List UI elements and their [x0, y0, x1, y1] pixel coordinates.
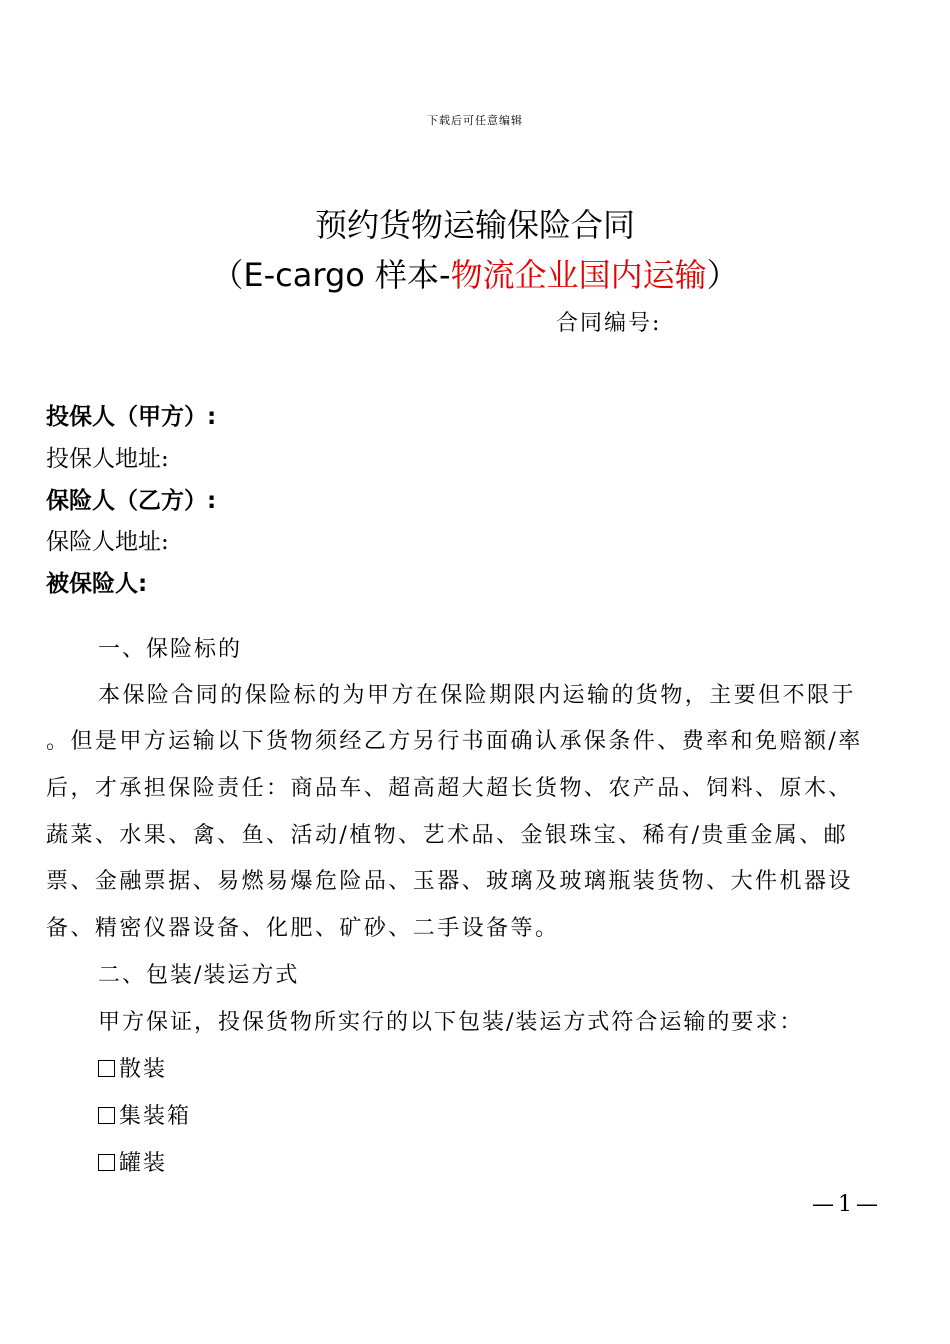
- contract-number-label: 合同编号:: [556, 311, 662, 336]
- packing-option-label: 散装: [119, 1057, 168, 1082]
- packing-option-label: 罐装: [119, 1151, 168, 1176]
- section1-line: 蔬菜、水果、禽、鱼、活动/植物、艺术品、金银珠宝、稀有/贵重金属、邮: [46, 823, 849, 848]
- header-note: 下载后可任意编辑: [427, 114, 523, 127]
- packing-option[interactable]: [98, 1146, 167, 1177]
- subtitle-prefix: （E-cargo 样本-: [211, 256, 451, 294]
- subtitle-suffix: ）: [706, 256, 739, 294]
- checkbox-icon[interactable]: [98, 1060, 115, 1077]
- section1-line: 票、金融票据、易燃易爆危险品、玉器、玻璃及玻璃瓶装货物、大件机器设: [46, 869, 853, 894]
- insurer-label: 保险人（乙方）:: [46, 488, 217, 514]
- applicant-label: 投保人（甲方）:: [46, 404, 217, 430]
- section1-line: 。但是甲方运输以下货物须经乙方另行书面确认承保条件、费率和免赔额/率: [46, 729, 863, 754]
- section2-intro: 甲方保证，投保货物所实行的以下包装/装运方式符合运输的要求：: [98, 1010, 804, 1035]
- section1-line: 本保险合同的保险标的为甲方在保险期限内运输的货物，主要但不限于: [98, 683, 856, 708]
- checkbox-icon[interactable]: [98, 1154, 115, 1171]
- section1-line: 备、精密仪器设备、化肥、矿砂、二手设备等。: [46, 916, 560, 941]
- page-number: —1—: [812, 1192, 882, 1217]
- section2-heading: 二、包装/装运方式: [98, 963, 300, 988]
- document-subtitle: [0, 250, 950, 296]
- subtitle-highlight: 物流企业国内运输: [450, 256, 707, 294]
- document-title: 预约货物运输保险合同: [314, 206, 635, 244]
- applicant-address-label: 投保人地址:: [46, 446, 169, 472]
- insurer-address-label: 保险人地址:: [46, 529, 169, 555]
- section1-line: 后，才承担保险责任：商品车、超高超大超长货物、农产品、饲料、原木、: [46, 776, 853, 801]
- packing-option[interactable]: [98, 1052, 167, 1083]
- packing-option[interactable]: [98, 1099, 191, 1130]
- beneficiary-label: 被保险人:: [46, 571, 148, 597]
- checkbox-icon[interactable]: [98, 1107, 115, 1124]
- section1-heading: 一、保险标的: [98, 637, 243, 662]
- packing-option-label: 集装箱: [119, 1104, 192, 1129]
